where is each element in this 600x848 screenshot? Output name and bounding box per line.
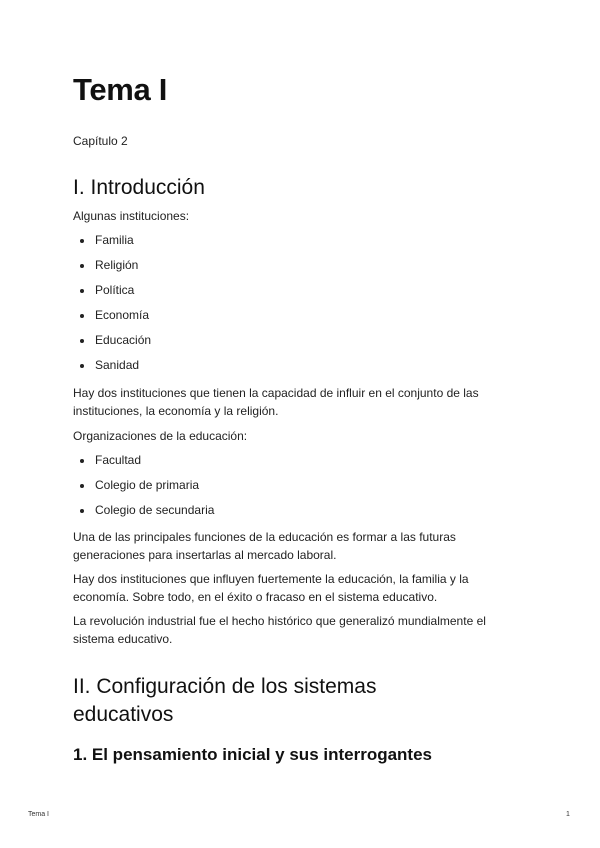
paragraph-line: Una de las principales funciones de la educación es formar a las futuras [73, 530, 456, 544]
paragraph-line: La revolución industrial fue el hecho histórico que generalizó mundialmente el [73, 614, 486, 628]
paragraph-line: Hay dos instituciones que influyen fuertemente la educación, la familia y la [73, 572, 469, 586]
paragraph-line: generaciones para insertarlas al mercado laboral. [73, 548, 337, 562]
paragraph-line: Hay dos instituciones que tienen la capacidad de influir en el conjunto de las [73, 386, 479, 400]
heading-line: educativos [73, 703, 174, 726]
paragraph-funciones [73, 528, 533, 564]
list-item: Colegio de primaria [73, 473, 533, 498]
footer-document-title: Tema I [28, 811, 50, 818]
footer-page-number: 1 [566, 811, 570, 818]
list-item: Política [73, 278, 533, 303]
paragraph-line: sistema educativo. [73, 632, 173, 646]
list-item: Economía [73, 303, 533, 328]
paragraph-line: economía. Sobre todo, en el éxito o fracaso en el sistema educativo. [73, 590, 438, 604]
list-item: Facultad [73, 448, 533, 473]
paragraph-familia-economia [73, 570, 533, 606]
list-item: Colegio de secundaria [73, 498, 533, 523]
list-item: Sanidad [73, 353, 533, 378]
organizations-list [73, 448, 533, 523]
section-heading-introduccion: I. Introducción [73, 176, 205, 199]
document-subtitle: Capítulo 2 [73, 134, 128, 148]
document-title: Tema I [73, 72, 168, 107]
institutions-list [73, 228, 533, 378]
subsection-heading: 1. El pensamiento inicial y sus interrogantes [73, 745, 433, 764]
paragraph-line: instituciones, la economía y la religión. [73, 404, 279, 418]
heading-line: II. Configuración de los sistemas [73, 675, 377, 698]
section-heading-configuracion [73, 673, 533, 729]
list-item: Familia [73, 228, 533, 253]
list-item: Religión [73, 253, 533, 278]
paragraph-revolucion [73, 612, 533, 648]
paragraph-instituciones-intro: Algunas instituciones: [73, 209, 190, 223]
paragraph-organizaciones-intro: Organizaciones de la educación: [73, 429, 248, 443]
list-item: Educación [73, 328, 533, 353]
paragraph-influence [73, 384, 533, 420]
